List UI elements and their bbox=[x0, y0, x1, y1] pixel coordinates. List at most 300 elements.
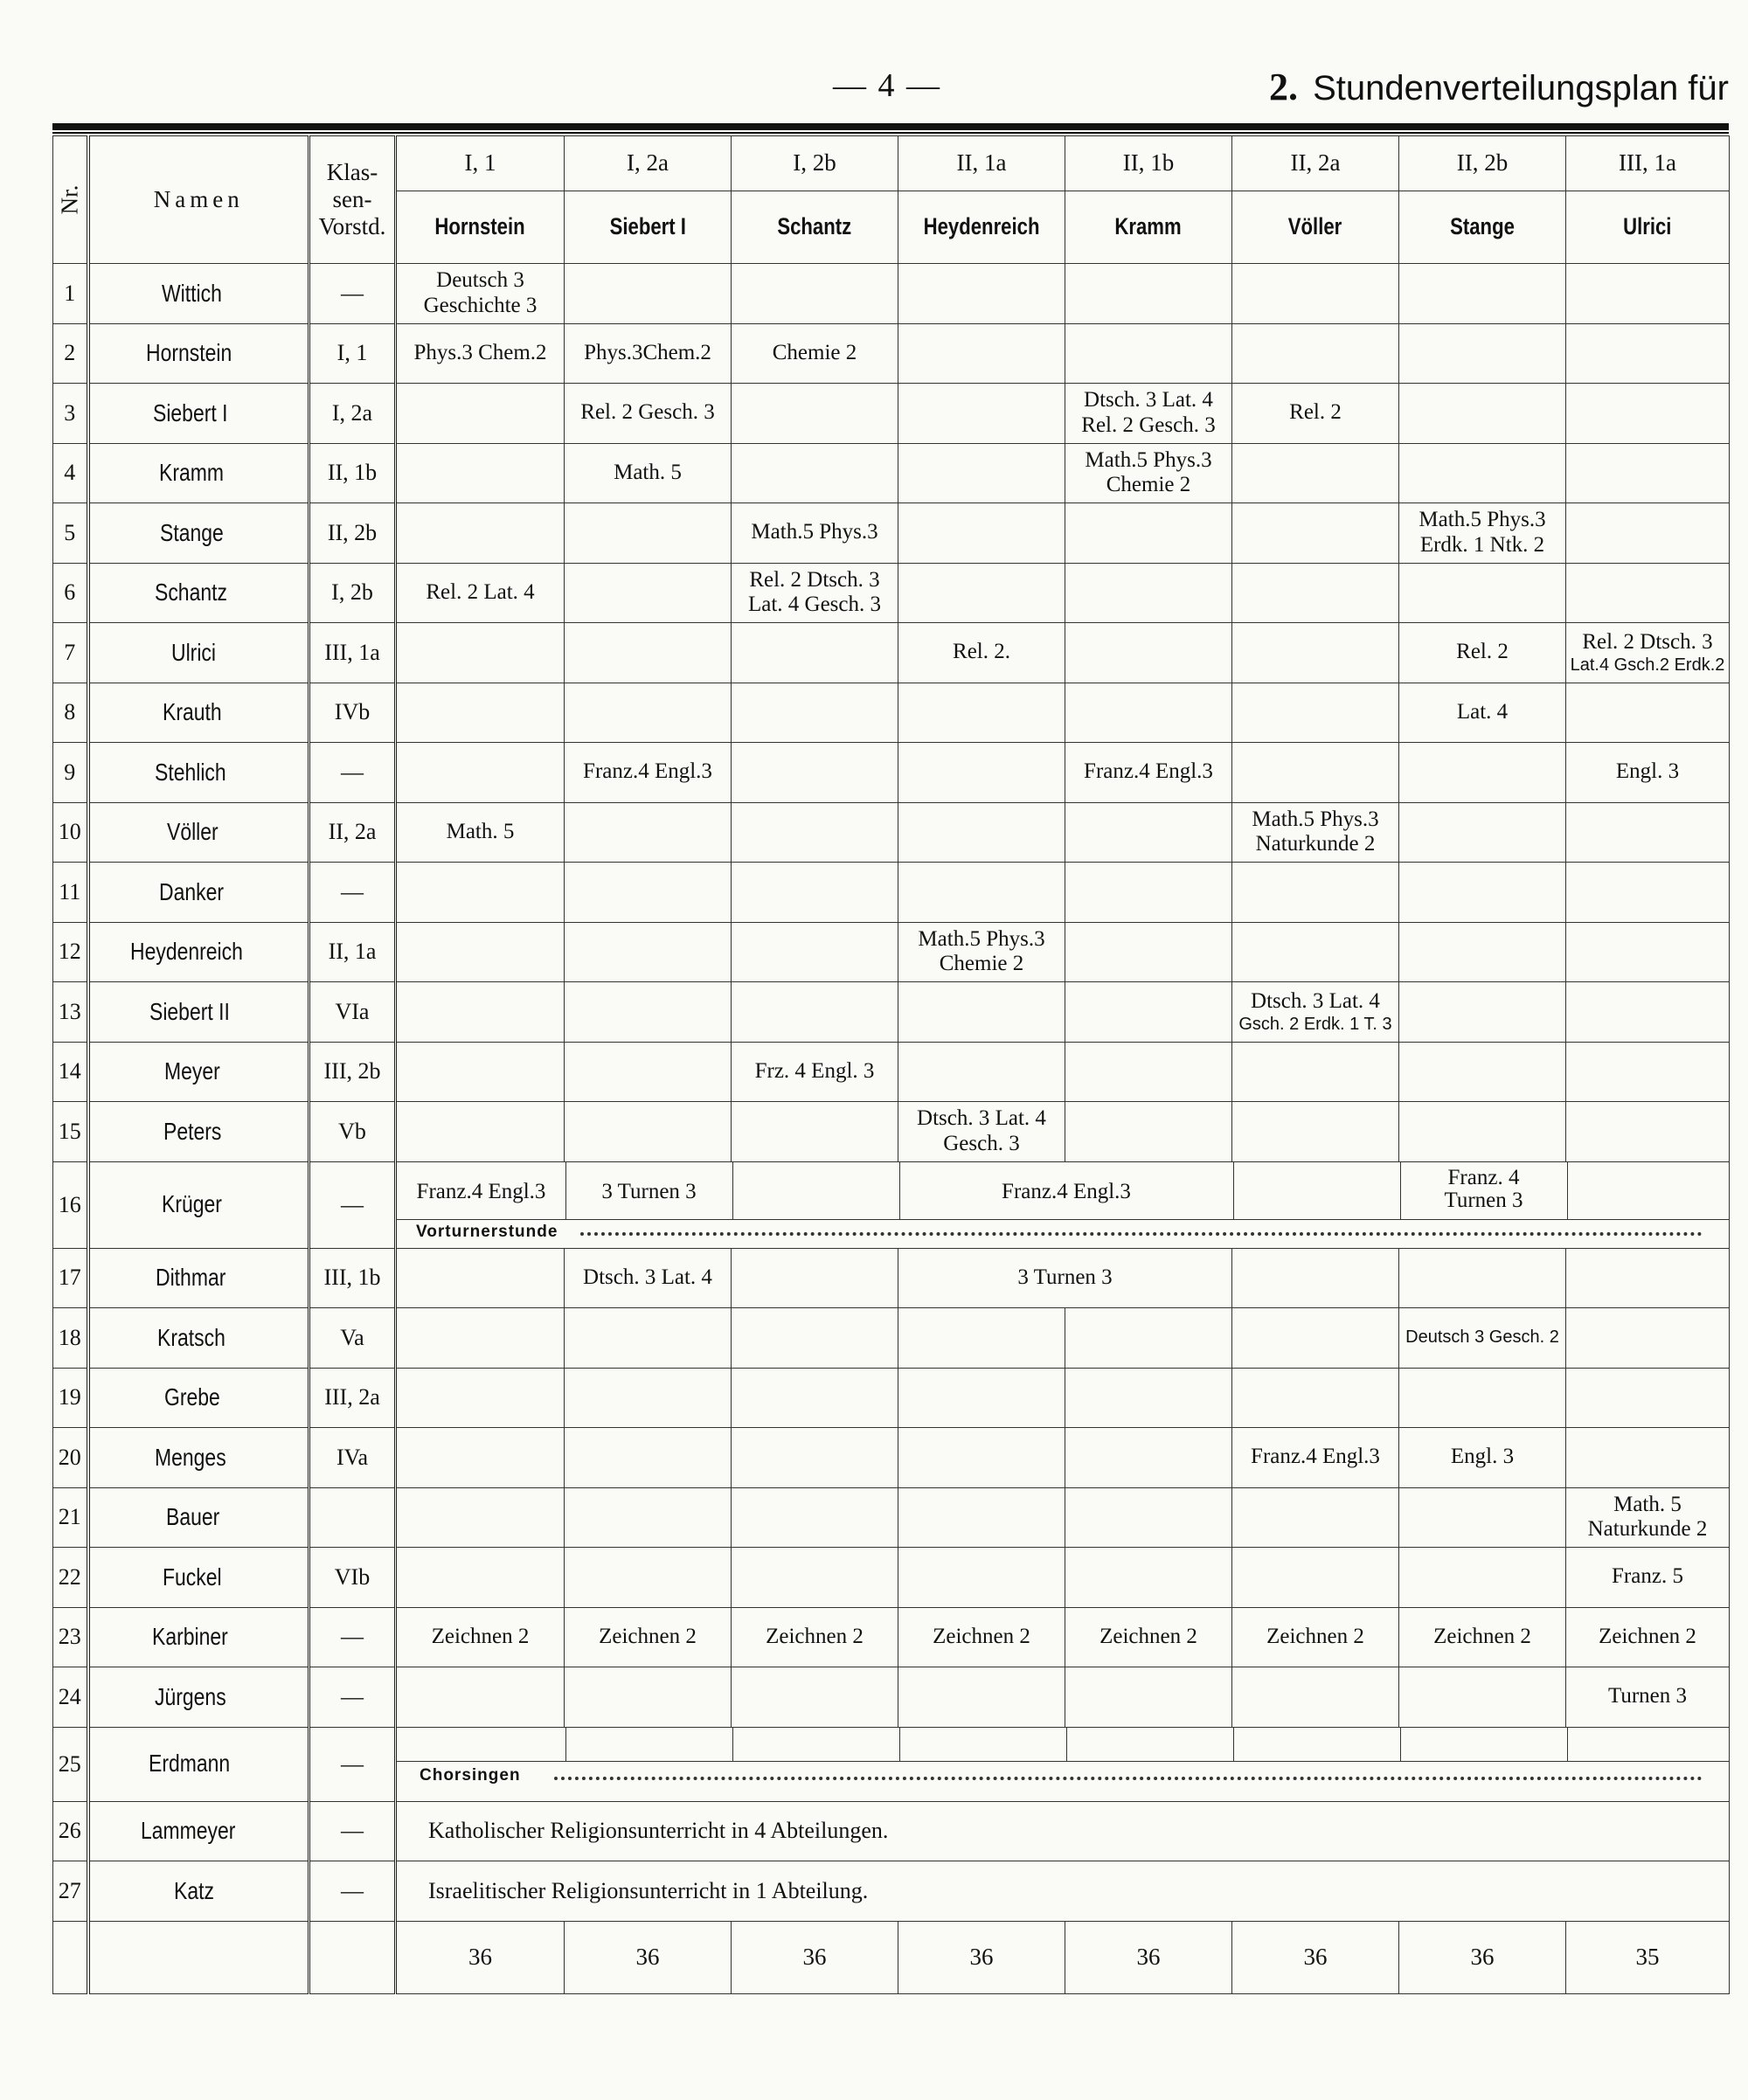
total-cell: 36 bbox=[732, 1921, 898, 1993]
total-cell: 36 bbox=[565, 1921, 732, 1993]
row-name: Karbiner bbox=[88, 1607, 309, 1667]
total-cell: 36 bbox=[1065, 1921, 1232, 1993]
cell-line: Engl. 3 bbox=[1450, 1445, 1515, 1469]
cell-line: Zeichnen 2 bbox=[1599, 1624, 1696, 1648]
row-klassenvorstand: III, 2a bbox=[309, 1368, 396, 1428]
israelitisch-text: Israelitischer Religionsunterricht in 1 Abteilung. bbox=[396, 1861, 1730, 1922]
table-cell bbox=[732, 443, 898, 503]
table-cell bbox=[732, 563, 898, 623]
table-cell bbox=[898, 264, 1065, 324]
table-cell bbox=[396, 1607, 565, 1667]
table-cell bbox=[1399, 503, 1566, 564]
table-cell bbox=[898, 743, 1065, 803]
header-class: II, 2b bbox=[1399, 136, 1566, 191]
table-cell bbox=[898, 563, 1065, 623]
row-name: Kramm bbox=[88, 443, 309, 503]
row-name: Krüger bbox=[88, 1161, 309, 1248]
table-cell bbox=[1566, 323, 1730, 384]
table-cell bbox=[396, 503, 565, 564]
table-cell bbox=[1065, 1368, 1232, 1428]
table-cell bbox=[1232, 802, 1399, 863]
table-cell bbox=[1399, 863, 1566, 923]
header-teacher: Siebert I bbox=[565, 191, 732, 264]
table-row bbox=[53, 1548, 1730, 1608]
table-row bbox=[53, 743, 1730, 803]
total-cell: 35 bbox=[1566, 1921, 1730, 1993]
table-cell bbox=[732, 683, 898, 743]
katholisch-text: Katholischer Religionsunterricht in 4 Abteilungen. bbox=[396, 1801, 1730, 1861]
table-cell bbox=[1566, 503, 1730, 564]
cell-line: Lat.4 Gsch.2 Erdk.2 bbox=[1570, 655, 1725, 675]
row-klassenvorstand: Va bbox=[309, 1308, 396, 1369]
row-nr: 19 bbox=[53, 1368, 88, 1428]
row-klassenvorstand: — bbox=[309, 863, 396, 923]
table-cell bbox=[1065, 1607, 1232, 1667]
table-cell: Dtsch. 3 Lat. 4 bbox=[565, 1248, 732, 1308]
table-cell bbox=[732, 264, 898, 324]
table-cell bbox=[565, 922, 732, 982]
table-cell bbox=[732, 1368, 898, 1428]
row-klassenvorstand: — bbox=[309, 264, 396, 324]
table-cell bbox=[898, 1487, 1065, 1548]
table-cell bbox=[1399, 443, 1566, 503]
cell-line: Phys.3Chem.2 bbox=[584, 340, 711, 364]
table-cell bbox=[1065, 1667, 1232, 1728]
table-row bbox=[53, 1308, 1730, 1369]
table-cell bbox=[396, 863, 565, 923]
table-cell bbox=[1232, 563, 1399, 623]
table-cell bbox=[396, 1248, 565, 1308]
table-row bbox=[53, 1801, 1730, 1861]
cell-line: Franz. 5 bbox=[1612, 1564, 1683, 1589]
table-cell bbox=[1232, 1487, 1399, 1548]
dotted-leader bbox=[554, 1777, 1703, 1780]
table-cell bbox=[898, 1042, 1065, 1102]
cell-line: Zeichnen 2 bbox=[599, 1624, 697, 1648]
table-cell bbox=[565, 443, 732, 503]
table-cell bbox=[396, 443, 565, 503]
table-cell bbox=[1566, 863, 1730, 923]
row16-cell-c2: 3 Turnen 3 bbox=[601, 1179, 697, 1203]
table-row bbox=[53, 503, 1730, 564]
row-name: Siebert I bbox=[88, 384, 309, 444]
table-row bbox=[53, 1607, 1730, 1667]
table-cell bbox=[732, 922, 898, 982]
table-cell bbox=[396, 1667, 565, 1728]
cell-line: Zeichnen 2 bbox=[1099, 1624, 1197, 1648]
table-cell bbox=[1399, 1248, 1566, 1308]
table-cell bbox=[1232, 384, 1399, 444]
row-klassenvorstand: II, 1b bbox=[309, 443, 396, 503]
row-nr: 6 bbox=[53, 563, 88, 623]
table-cell bbox=[396, 384, 565, 444]
table-cell bbox=[396, 982, 565, 1043]
table-cell bbox=[1566, 922, 1730, 982]
row-nr: 17 bbox=[53, 1248, 88, 1308]
total-cell: 36 bbox=[1399, 1921, 1566, 1993]
table-cell bbox=[1065, 264, 1232, 324]
table-body-b bbox=[53, 1161, 1730, 1308]
table-cell bbox=[732, 1102, 898, 1162]
cell-line: Zeichnen 2 bbox=[933, 1624, 1030, 1648]
table-cell bbox=[898, 1102, 1065, 1162]
table-cell bbox=[565, 683, 732, 743]
row-nr: 22 bbox=[53, 1548, 88, 1608]
table-cell bbox=[1232, 1548, 1399, 1608]
table-cell bbox=[396, 1042, 565, 1102]
table-cell bbox=[732, 743, 898, 803]
cell-line: Dtsch. 3 Lat. 4 bbox=[1251, 988, 1380, 1013]
table-cell bbox=[1065, 1548, 1232, 1608]
table-cell bbox=[565, 1428, 732, 1488]
table-cell bbox=[732, 1667, 898, 1728]
row-name: Siebert II bbox=[88, 982, 309, 1043]
row-name: Erdmann bbox=[88, 1727, 309, 1801]
table-cell bbox=[1566, 1368, 1730, 1428]
cell-line: Franz.4 Engl.3 bbox=[1251, 1445, 1380, 1469]
row-klassenvorstand: III, 1a bbox=[309, 623, 396, 683]
header-teacher: Stange bbox=[1399, 191, 1566, 264]
table-cell bbox=[565, 802, 732, 863]
cell-line: Chemie 2 bbox=[1106, 473, 1191, 497]
table-row bbox=[53, 384, 1730, 444]
header-teacher: Hornstein bbox=[396, 191, 565, 264]
row-klassenvorstand: — bbox=[309, 1727, 396, 1801]
table-cell bbox=[1232, 1428, 1399, 1488]
table-row bbox=[53, 1428, 1730, 1488]
row-name: Peters bbox=[88, 1102, 309, 1162]
table-row bbox=[53, 802, 1730, 863]
row-nr: 24 bbox=[53, 1667, 88, 1728]
table-cell bbox=[898, 683, 1065, 743]
table-cell bbox=[396, 1102, 565, 1162]
table-cell bbox=[898, 1667, 1065, 1728]
table-cell bbox=[1232, 863, 1399, 923]
table-cell bbox=[1399, 1607, 1566, 1667]
cell-line: Engl. 3 bbox=[1615, 759, 1680, 784]
table-cell bbox=[1399, 743, 1566, 803]
total-blank bbox=[309, 1921, 396, 1993]
top-rule-thin bbox=[52, 132, 1729, 134]
page-heading bbox=[1269, 65, 1729, 109]
table-cell bbox=[898, 982, 1065, 1043]
table-cell bbox=[1566, 563, 1730, 623]
table-cell bbox=[1399, 323, 1566, 384]
cell-line: Naturkunde 2 bbox=[1255, 832, 1376, 856]
row-name: Hornstein bbox=[88, 323, 309, 384]
table-row bbox=[53, 443, 1730, 503]
table-cell bbox=[1399, 922, 1566, 982]
table-cell bbox=[1399, 1368, 1566, 1428]
table-cell bbox=[396, 1368, 565, 1428]
cell-line: Erdk. 1 Ntk. 2 bbox=[1419, 532, 1545, 557]
table-row bbox=[53, 982, 1730, 1043]
table-cell bbox=[732, 323, 898, 384]
table-row bbox=[53, 1727, 1730, 1801]
row-nr: 3 bbox=[53, 384, 88, 444]
row-name: Katz bbox=[88, 1861, 309, 1922]
table-cell bbox=[1232, 1368, 1399, 1428]
row-name: Ulrici bbox=[88, 623, 309, 683]
table-cell bbox=[1232, 264, 1399, 324]
cell-line: Zeichnen 2 bbox=[431, 1624, 530, 1648]
cell-line: Phys.3 Chem.2 bbox=[413, 340, 547, 364]
row-name: Dithmar bbox=[88, 1248, 309, 1308]
cell-line: Rel. 2 bbox=[1289, 400, 1342, 425]
cell-line: Deutsch 3 Gesch. 2 bbox=[1405, 1327, 1559, 1348]
table-cell bbox=[1065, 1308, 1232, 1369]
table-cell bbox=[565, 863, 732, 923]
table-cell bbox=[1232, 323, 1399, 384]
totals-row bbox=[53, 1921, 1730, 1993]
table-cell bbox=[1065, 802, 1232, 863]
table-cell bbox=[396, 623, 565, 683]
table-cell: 3 Turnen 3 bbox=[898, 1248, 1232, 1308]
header-klassenvorstand: Klas- sen- Vorstd. bbox=[309, 136, 396, 264]
table-cell bbox=[1566, 623, 1730, 683]
table-cell bbox=[732, 1248, 898, 1308]
chorsingen-cell bbox=[396, 1727, 1730, 1801]
row-nr: 25 bbox=[53, 1727, 88, 1801]
table-body-c bbox=[53, 1308, 1730, 1728]
row-klassenvorstand: — bbox=[309, 1801, 396, 1861]
table-row bbox=[53, 1248, 1730, 1308]
cell-line: Zeichnen 2 bbox=[766, 1624, 864, 1648]
cell-line: Rel. 2 Dtsch. 3 bbox=[749, 567, 880, 592]
header-class: II, 2a bbox=[1232, 136, 1399, 191]
dotted-leader bbox=[580, 1232, 1703, 1236]
cell-line: Math.5 Phys.3 bbox=[1085, 447, 1212, 472]
vorturnerstunde-label: Vorturnerstunde bbox=[416, 1222, 558, 1241]
row16-cell-c1: Franz.4 Engl.3 bbox=[416, 1179, 546, 1203]
table-cell bbox=[732, 982, 898, 1043]
row-name: Wittich bbox=[88, 264, 309, 324]
row-name: Grebe bbox=[88, 1368, 309, 1428]
table-cell bbox=[1065, 443, 1232, 503]
table-cell bbox=[1566, 443, 1730, 503]
table-cell bbox=[732, 1308, 898, 1369]
table-cell bbox=[1065, 743, 1232, 803]
table-cell bbox=[1399, 1308, 1566, 1369]
table-body-d bbox=[53, 1727, 1730, 1993]
table-cell bbox=[565, 503, 732, 564]
row-nr: 11 bbox=[53, 863, 88, 923]
row-klassenvorstand: VIb bbox=[309, 1548, 396, 1608]
row-nr: 27 bbox=[53, 1861, 88, 1922]
table-cell bbox=[1566, 1248, 1730, 1308]
row-nr: 18 bbox=[53, 1308, 88, 1369]
row-klassenvorstand: I, 2b bbox=[309, 563, 396, 623]
table-row bbox=[53, 1861, 1730, 1922]
cell-line: Rel. 2 Gesch. 3 bbox=[580, 400, 715, 425]
table-cell bbox=[1065, 623, 1232, 683]
cell-line: Geschichte 3 bbox=[423, 293, 538, 317]
table-cell bbox=[396, 323, 565, 384]
row16-spanning-cell bbox=[396, 1161, 1730, 1248]
table-cell bbox=[898, 1428, 1065, 1488]
cell-line: Rel. 2 Lat. 4 bbox=[426, 579, 535, 604]
table-cell bbox=[1065, 982, 1232, 1043]
table-cell bbox=[898, 922, 1065, 982]
row-name: Kratsch bbox=[88, 1308, 309, 1369]
header-class: I, 1 bbox=[396, 136, 565, 191]
cell-line: Turnen 3 bbox=[1607, 1684, 1688, 1708]
header-row-classes bbox=[53, 136, 1730, 191]
row-klassenvorstand: — bbox=[309, 1161, 396, 1248]
row-nr: 23 bbox=[53, 1607, 88, 1667]
table-cell bbox=[565, 982, 732, 1043]
heading-number: 2. bbox=[1268, 66, 1298, 108]
table-cell bbox=[732, 1487, 898, 1548]
table-cell bbox=[898, 1368, 1065, 1428]
cell-line: Math. 5 bbox=[614, 460, 682, 484]
table-cell bbox=[396, 802, 565, 863]
table-cell bbox=[1232, 503, 1399, 564]
header-class: I, 2a bbox=[565, 136, 732, 191]
row-nr: 9 bbox=[53, 743, 88, 803]
table-cell bbox=[1232, 982, 1399, 1043]
row-nr: 14 bbox=[53, 1042, 88, 1102]
table-cell bbox=[1566, 1607, 1730, 1667]
table-cell bbox=[898, 802, 1065, 863]
table-cell bbox=[565, 323, 732, 384]
table-row bbox=[53, 683, 1730, 743]
row-nr: 26 bbox=[53, 1801, 88, 1861]
schedule-table bbox=[52, 135, 1730, 1994]
row-name: Bauer bbox=[88, 1487, 309, 1548]
row-nr: 13 bbox=[53, 982, 88, 1043]
table-cell bbox=[1232, 1667, 1399, 1728]
cell-line: Math.5 Phys.3 bbox=[1419, 508, 1546, 531]
table-body-a bbox=[53, 264, 1730, 1162]
row-name: Heydenreich bbox=[88, 922, 309, 982]
table-cell bbox=[565, 264, 732, 324]
table-cell bbox=[1065, 323, 1232, 384]
row-klassenvorstand: — bbox=[309, 1667, 396, 1728]
row-nr: 1 bbox=[53, 264, 88, 324]
header-class: III, 1a bbox=[1566, 136, 1730, 191]
row-klassenvorstand bbox=[309, 1487, 396, 1548]
table-cell bbox=[898, 1308, 1065, 1369]
table-row bbox=[53, 1487, 1730, 1548]
row-nr: 4 bbox=[53, 443, 88, 503]
table-cell bbox=[1232, 743, 1399, 803]
table-row bbox=[53, 623, 1730, 683]
row-nr: 7 bbox=[53, 623, 88, 683]
table-cell bbox=[1566, 1042, 1730, 1102]
table-cell bbox=[898, 323, 1065, 384]
table-cell bbox=[1232, 1042, 1399, 1102]
row-name: Meyer bbox=[88, 1042, 309, 1102]
header-name: Namen bbox=[88, 136, 309, 264]
table-cell bbox=[1399, 1042, 1566, 1102]
header-teacher: Heydenreich bbox=[898, 191, 1065, 264]
table-cell bbox=[1399, 1548, 1566, 1608]
table-cell bbox=[1232, 922, 1399, 982]
table-row bbox=[53, 863, 1730, 923]
table-cell bbox=[1566, 982, 1730, 1043]
row-name: Jürgens bbox=[88, 1667, 309, 1728]
row-name: Lammeyer bbox=[88, 1801, 309, 1861]
cell-line: Gesch. 3 bbox=[943, 1131, 1020, 1155]
row-klassenvorstand: I, 2a bbox=[309, 384, 396, 444]
table-cell bbox=[565, 384, 732, 444]
table-cell bbox=[565, 743, 732, 803]
row-klassenvorstand: IVa bbox=[309, 1428, 396, 1488]
table-cell bbox=[1065, 1102, 1232, 1162]
table-row bbox=[53, 563, 1730, 623]
table-cell bbox=[396, 922, 565, 982]
table-cell bbox=[1566, 1102, 1730, 1162]
header-class: I, 2b bbox=[732, 136, 898, 191]
table-cell bbox=[898, 443, 1065, 503]
chorsingen-label: Chorsingen bbox=[420, 1765, 521, 1785]
total-cell: 36 bbox=[1232, 1921, 1399, 1993]
cell-line: Zeichnen 2 bbox=[1266, 1624, 1364, 1648]
table-cell bbox=[1065, 863, 1232, 923]
row-klassenvorstand: II, 2a bbox=[309, 802, 396, 863]
table-row bbox=[53, 1161, 1730, 1248]
row-klassenvorstand: I, 1 bbox=[309, 323, 396, 384]
table-cell bbox=[1399, 1428, 1566, 1488]
cell-line: Dtsch. 3 Lat. 4 bbox=[917, 1106, 1046, 1130]
table-row bbox=[53, 264, 1730, 324]
row-klassenvorstand: — bbox=[309, 1861, 396, 1922]
row-name: Fuckel bbox=[88, 1548, 309, 1608]
table-cell bbox=[1566, 743, 1730, 803]
row-nr: 10 bbox=[53, 802, 88, 863]
cell-line: Rel. 2 Dtsch. 3 bbox=[1582, 629, 1713, 654]
row-klassenvorstand: II, 2b bbox=[309, 503, 396, 564]
table-cell bbox=[732, 1607, 898, 1667]
table-cell bbox=[898, 623, 1065, 683]
table-cell bbox=[396, 683, 565, 743]
row-klassenvorstand: VIa bbox=[309, 982, 396, 1043]
cell-line: Chemie 2 bbox=[939, 952, 1024, 976]
cell-line: Lat. 4 Gesch. 3 bbox=[747, 593, 882, 617]
cell-line: Frz. 4 Engl. 3 bbox=[754, 1058, 875, 1083]
table-cell bbox=[1399, 802, 1566, 863]
table-row bbox=[53, 323, 1730, 384]
table-cell bbox=[396, 1308, 565, 1369]
row-nr: 8 bbox=[53, 683, 88, 743]
table-cell bbox=[1399, 384, 1566, 444]
cell-line: Naturkunde 2 bbox=[1587, 1517, 1708, 1542]
cell-line: Rel. 2 Gesch. 3 bbox=[1081, 412, 1216, 437]
cell-line: Franz.4 Engl.3 bbox=[1084, 759, 1213, 784]
table-cell bbox=[565, 1667, 732, 1728]
table-cell bbox=[1566, 1308, 1730, 1369]
header-class: II, 1b bbox=[1065, 136, 1232, 191]
table-row bbox=[53, 922, 1730, 982]
cell-line: Zeichnen 2 bbox=[1433, 1624, 1531, 1648]
table-cell bbox=[396, 1487, 565, 1548]
row-name: Danker bbox=[88, 863, 309, 923]
table-cell bbox=[1566, 1667, 1730, 1728]
table-cell bbox=[1232, 1607, 1399, 1667]
page-number: — 4 — bbox=[833, 67, 941, 104]
top-rule bbox=[52, 123, 1729, 130]
table-cell bbox=[1566, 802, 1730, 863]
header-teacher: Schantz bbox=[732, 191, 898, 264]
table-cell bbox=[1065, 1428, 1232, 1488]
table-cell bbox=[1232, 683, 1399, 743]
table-cell bbox=[1232, 1308, 1399, 1369]
table-cell bbox=[565, 563, 732, 623]
row-nr: 2 bbox=[53, 323, 88, 384]
row-nr: 12 bbox=[53, 922, 88, 982]
cell-line: Rel. 2 bbox=[1456, 640, 1509, 664]
